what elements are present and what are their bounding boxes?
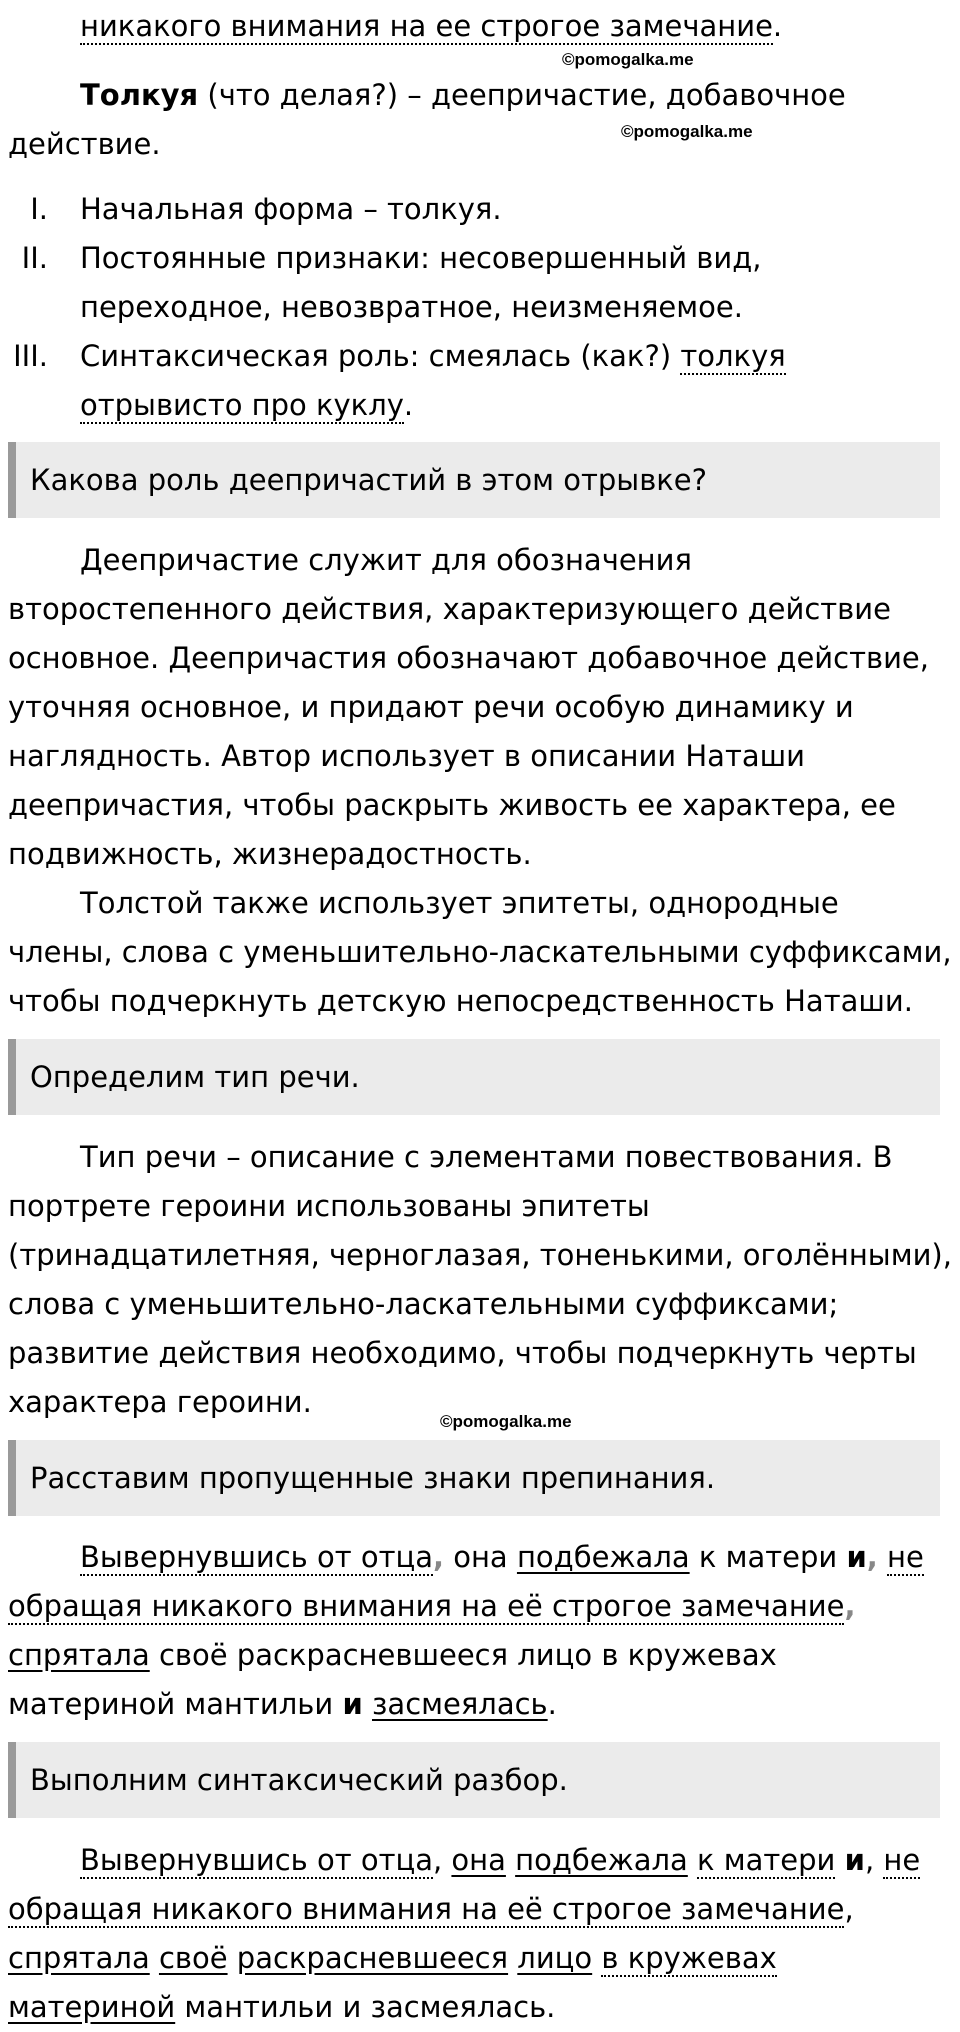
question-banner: Расставим пропущенные знаки препинания.: [8, 1440, 940, 1516]
watermark: ©pomogalka.me: [440, 1412, 572, 1431]
term-bold: Толкуя: [80, 78, 199, 112]
answer-paragraphs: [0, 536, 960, 1026]
watermark: ©pomogalka.me: [621, 122, 753, 141]
underlined-phrase: никакого внимания на ее строгое замечание: [80, 9, 773, 43]
speech-type-paragraph: [0, 1133, 960, 1427]
answer-paragraph: Деепричастие служит для обозначения второстепенного действия, характеризующего действие основное. Деепричастия обозначают добавочное действие, уточняя основное, и придают речи особую динамику и наглядность. Автор использует в описании Наташи деепричастия, чтобы раскрыть живость ее характера, ее подвижность, жизнерадостность.: [8, 543, 929, 871]
question-banner: Определим тип речи.: [8, 1039, 940, 1115]
watermark: ©pomogalka.me: [562, 50, 694, 69]
tolkuya-paragraph: Толкуя (что делая?) – деепричастие, добавочное действие.: [8, 78, 846, 161]
list-item: III. Синтаксическая роль: смеялась (как?) толкуя отрывисто про куклу.: [13, 339, 786, 422]
list-item: I. Начальная форма – толкуя.: [30, 192, 502, 226]
morph-list: [0, 185, 960, 430]
underlined-phrase: толкуя отрывисто про куклу: [80, 339, 786, 422]
list-item: II. Постоянные признаки: несовершенный вид, переходное, невозвратное, неизменяемое.: [21, 241, 762, 324]
syntax-sentence: Вывернувшись от отца, она подбежала к матери и, не обращая никакого внимания на её строгое замечание, спрятала своё раскрасневшееся лицо в кружевах материной мантильи и засмеялась.: [8, 1843, 921, 2024]
answer-paragraph: Тип речи – описание с элементами повествования. В портрете героини использованы эпитеты (тринадцатилетняя, черноглазая, тоненькими, оголёнными), слова с уменьшительно-ласкательными суффиксами; развитие действия необходимо, чтобы подчеркнуть черты характера героини.: [8, 1140, 952, 1419]
question-banner: Какова роль деепричастий в этом отрывке?: [8, 442, 940, 518]
question-banner: Выполним синтаксический разбор.: [8, 1742, 940, 1818]
top-paragraph: никакого внимания на ее строгое замечание.: [80, 9, 783, 43]
punctuation-sentence: Вывернувшись от отца, она подбежала к матери и, не обращая никакого внимания на её строгое замечание, спрятала своё раскрасневшееся лицо в кружевах материной мантильи и засмеялась.: [8, 1540, 924, 1721]
answer-paragraph: Толстой также использует эпитеты, однородные члены, слова с уменьшительно-ласкательными суффиксами, чтобы подчеркнуть детскую непосредственность Наташи.: [8, 886, 952, 1018]
